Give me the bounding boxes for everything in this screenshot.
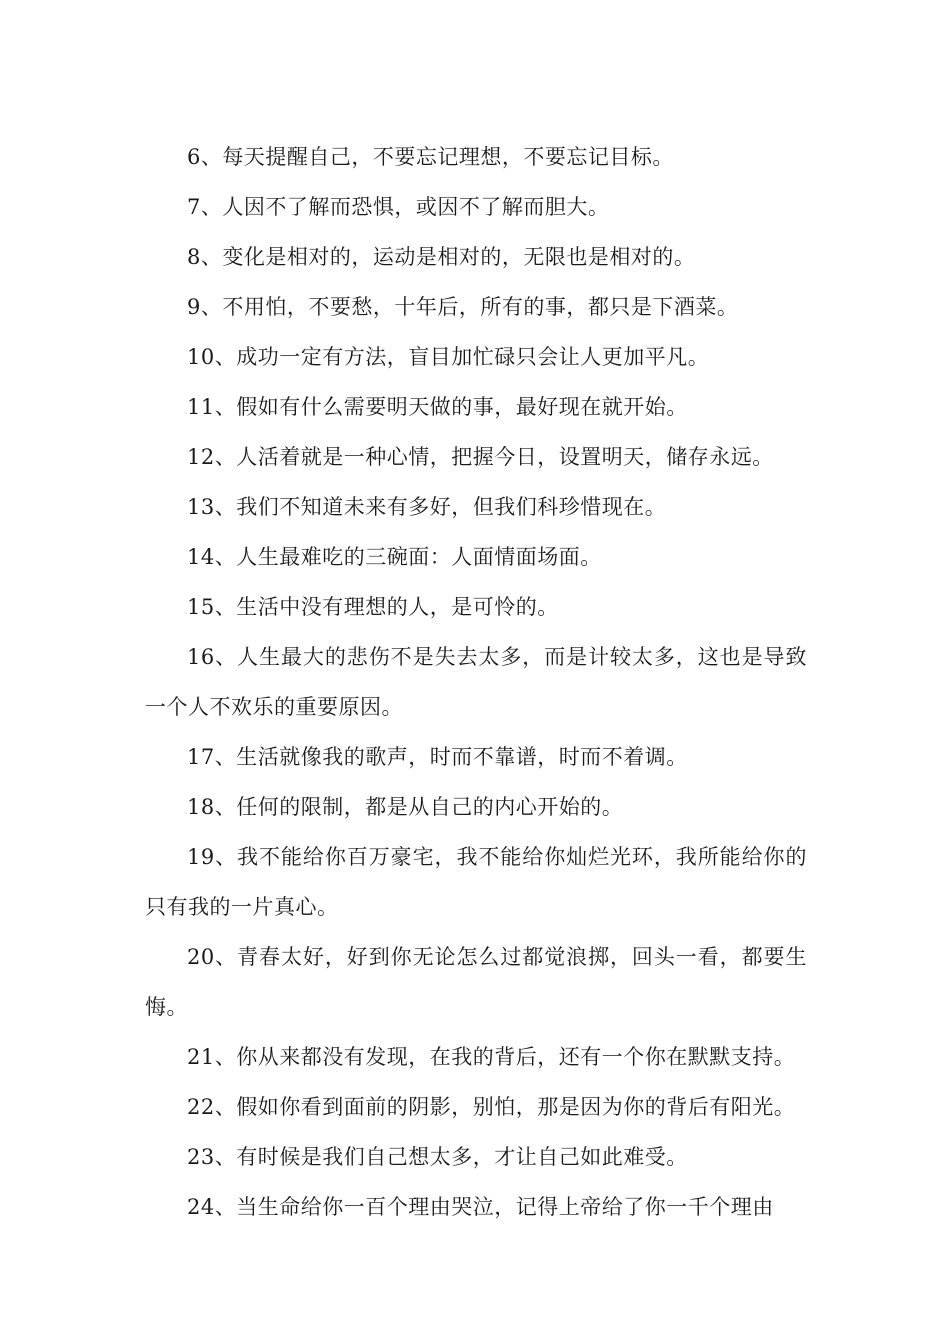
quote-paragraph-6: 6、每天提醒自己，不要忘记理想，不要忘记目标。 [187,145,674,169]
quote-paragraph-7: 7、人因不了解而恐惧，或因不了解而胆大。 [187,195,610,219]
quote-paragraph-16: 16、人生最大的悲伤不是失去太多，而是计较太多，这也是导致一个人不欢乐的重要原因。 [145,645,807,719]
quote-paragraph-15: 15、生活中没有理想的人，是可怜的。 [187,595,559,619]
quote-paragraph-18: 18、任何的限制，都是从自己的内心开始的。 [187,795,624,819]
quote-paragraph-19: 19、我不能给你百万豪宅，我不能给你灿烂光环，我所能给你的只有我的一片真心。 [145,845,807,919]
document-body [145,132,807,1232]
quote-paragraph-8: 8、变化是相对的，运动是相对的，无限也是相对的。 [187,245,696,269]
quote-paragraph-14: 14、人生最难吃的三碗面：人面情面场面。 [187,545,602,569]
quote-paragraph-22: 22、假如你看到面前的阴影，别怕，那是因为你的背后有阳光。 [187,1095,796,1119]
quote-paragraph-9: 9、不用怕，不要愁，十年后，所有的事，都只是下酒菜。 [187,295,739,319]
quote-paragraph-17: 17、生活就像我的歌声，时而不靠谱，时而不着调。 [187,745,688,769]
quote-paragraph-10: 10、成功一定有方法，盲目加忙碌只会让人更加平凡。 [187,345,710,369]
quote-paragraph-20: 20、青春太好，好到你无论怎么过都觉浪掷，回头一看，都要生悔。 [145,945,807,1019]
quote-paragraph-23: 23、有时候是我们自己想太多，才让自己如此难受。 [187,1145,688,1169]
quote-paragraph-21: 21、你从来都没有发现，在我的背后，还有一个你在默默支持。 [187,1045,796,1069]
quote-paragraph-24: 24、当生命给你一百个理由哭泣，记得上帝给了你一千个理由 [187,1195,774,1219]
quote-paragraph-12: 12、人活着就是一种心情，把握今日，设置明天，储存永远。 [187,445,774,469]
quote-paragraph-11: 11、假如有什么需要明天做的事，最好现在就开始。 [187,395,688,419]
quote-paragraph-13: 13、我们不知道未来有多好，但我们科珍惜现在。 [187,495,667,519]
